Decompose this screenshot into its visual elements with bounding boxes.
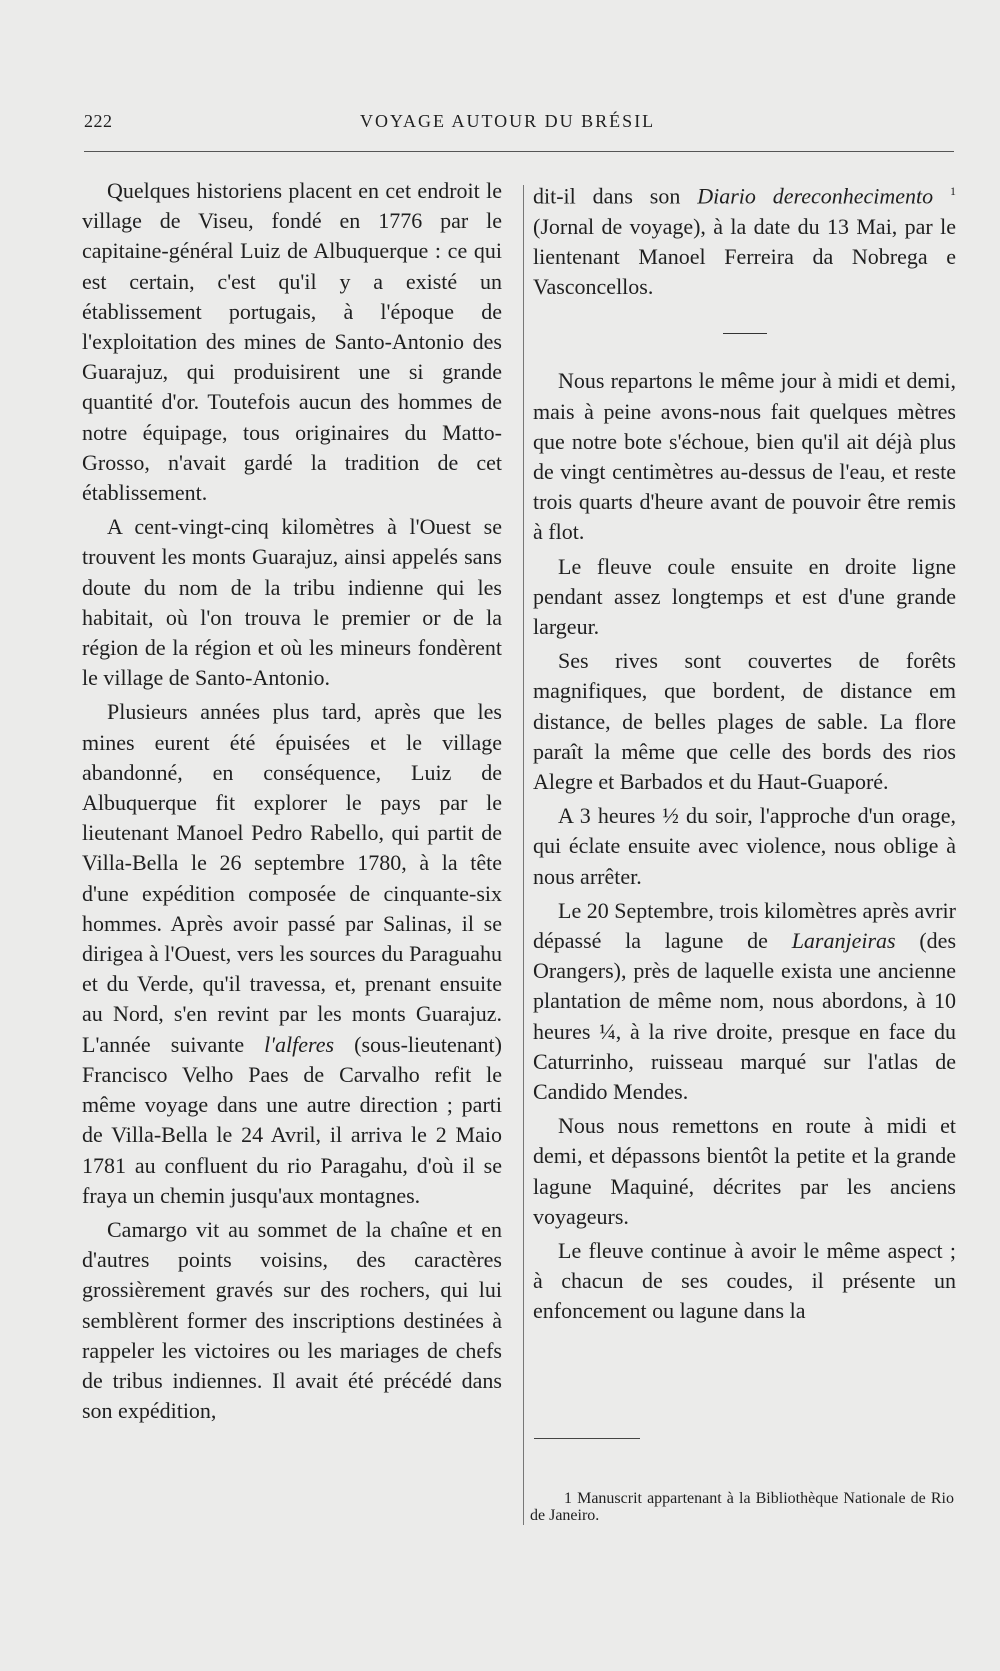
column-divider — [523, 185, 524, 1525]
paragraph: Ses rives sont couvertes de forêts magnifiques, que bordent, de distance em distance, de belles plages de sable. La flore paraît la même que celle des bords des rios Alegre et Barbados et du Haut-Guaporé. — [533, 648, 956, 794]
section-separator — [533, 316, 956, 346]
paragraph: Quelques historiens placent en cet endroit le village de Viseu, fondé en 1776 par le capitaine-général Luiz de Albuquerque : ce qui est certain, c'est qu'il y a existé un établissement portugais, à l'époque de l'exploitation des mines de Santo-Antonio des Guarajuz, qui produisirent une si grande quantité d'or. Toutefois aucun des hommes de notre équipage, tous originaires du Matto-Grosso, n'avait gardé la tradition de cet établissement. — [82, 178, 502, 506]
italic-term: l'alferes — [264, 1031, 335, 1057]
paragraph: Camargo vit au sommet de la chaîne et en d'autres points voisins, des caractères grossièrement gravés sur des rochers, qui lui semblèrent former des inscriptions destinées à rappeler les victoires ou les mariages de chefs de tribus indiennes. Il avait été précédé dans son expédition, — [82, 1216, 502, 1424]
right-column — [533, 176, 956, 1331]
paragraph: Le fleuve coule ensuite en droite ligne pendant assez longtemps et est d'une grande largeur. — [533, 553, 956, 639]
page-number: 222 — [84, 111, 113, 131]
footnote-text: 1 Manuscrit appartenant à la Bibliothèque Nationale de Rio de Janeiro. — [530, 1490, 954, 1524]
paragraph: Nous repartons le même jour à midi et demi, mais à peine avons-nous fait quelques mètres que notre bote s'échoue, bien qu'il ait déjà plus de vingt centimètres au-dessus de l'eau, et reste trois quarts d'heure avant de pouvoir être remis à flot. — [533, 368, 956, 545]
paragraph: Nous nous remettons en route à midi et demi, et dépassons bientôt la petite et la grande lagune Maquiné, décrites par les anciens voyageurs. — [533, 1113, 956, 1229]
header-rule — [84, 151, 954, 152]
footnote-rule — [534, 1438, 640, 1439]
footnote-ref: 1 — [950, 184, 956, 198]
italic-term: Laranjeiras — [791, 928, 896, 953]
paragraph: Le 20 Septembre, trois kilomètres après avrir dépassé la lagune de Laranjeiras (des Orangers), près de laquelle exista une ancienne plantation de même nom, nous abordons, à 10 heures ¼, à la rive droite, presque en face du Caturrinho, ruisseau marqué sur l'atlas de Candido Mendes. — [533, 897, 957, 1105]
italic-title: Diario dereconhecimento — [697, 183, 934, 209]
left-column — [82, 176, 502, 1430]
paragraph: Le fleuve continue à avoir le même aspect ; à chacun de ses coudes, il présente un enfoncement ou lagune dans la — [533, 1238, 956, 1324]
paragraph: A cent-vingt-cinq kilomètres à l'Ouest se trouvent les monts Guarajuz, ainsi appelés sans doute du nom de la tribu indienne qui les habitait, où l'on trouva le premier or de la région de la région et où les mineurs fondèrent le village de Santo-Antonio. — [82, 514, 502, 691]
footnote — [530, 1490, 954, 1524]
paragraph: Plusieurs années plus tard, après que les mines eurent été épuisées et le village abandonné, en conséquence, Luiz de Albuquerque fit explorer le pays par le lieutenant Manoel Pedro Rabello, qui partit de Villa-Bella le 26 septembre 1780, à la tête d'une expédition composée de cinquante-six hommes. Après avoir passé par Salinas, il se dirigea à l'Ouest, vers les sources du Paraguahu et du Verde, qu'il travessa, et, prenant ensuite au Nord, s'en revint par les monts Guarajuz. L'année suivante l'alferes (sous-lieutenant) Francisco Velho Paes de Carvalho refit le même voyage dans une autre direction ; parti de Villa-Bella le 24 Avril, il arriva le 2 Maio 1781 au confluent du rio Paragahu, d'où il se fraya un chemin jusqu'aux montagnes. — [82, 699, 502, 1208]
paragraph: A 3 heures ½ du soir, l'approche d'un orage, qui éclate ensuite avec violence, nous oblige à nous arrêter. — [533, 803, 956, 889]
running-title: VOYAGE AUTOUR DU BRÉSIL — [360, 111, 656, 131]
paragraph: dit-il dans son Diario dereconhecimento $^1$ (Jornal de voyage), à la date du 13 Mai, par le lientenant Manoel Ferreira da Nobrega e Vasconcellos. — [533, 183, 956, 299]
